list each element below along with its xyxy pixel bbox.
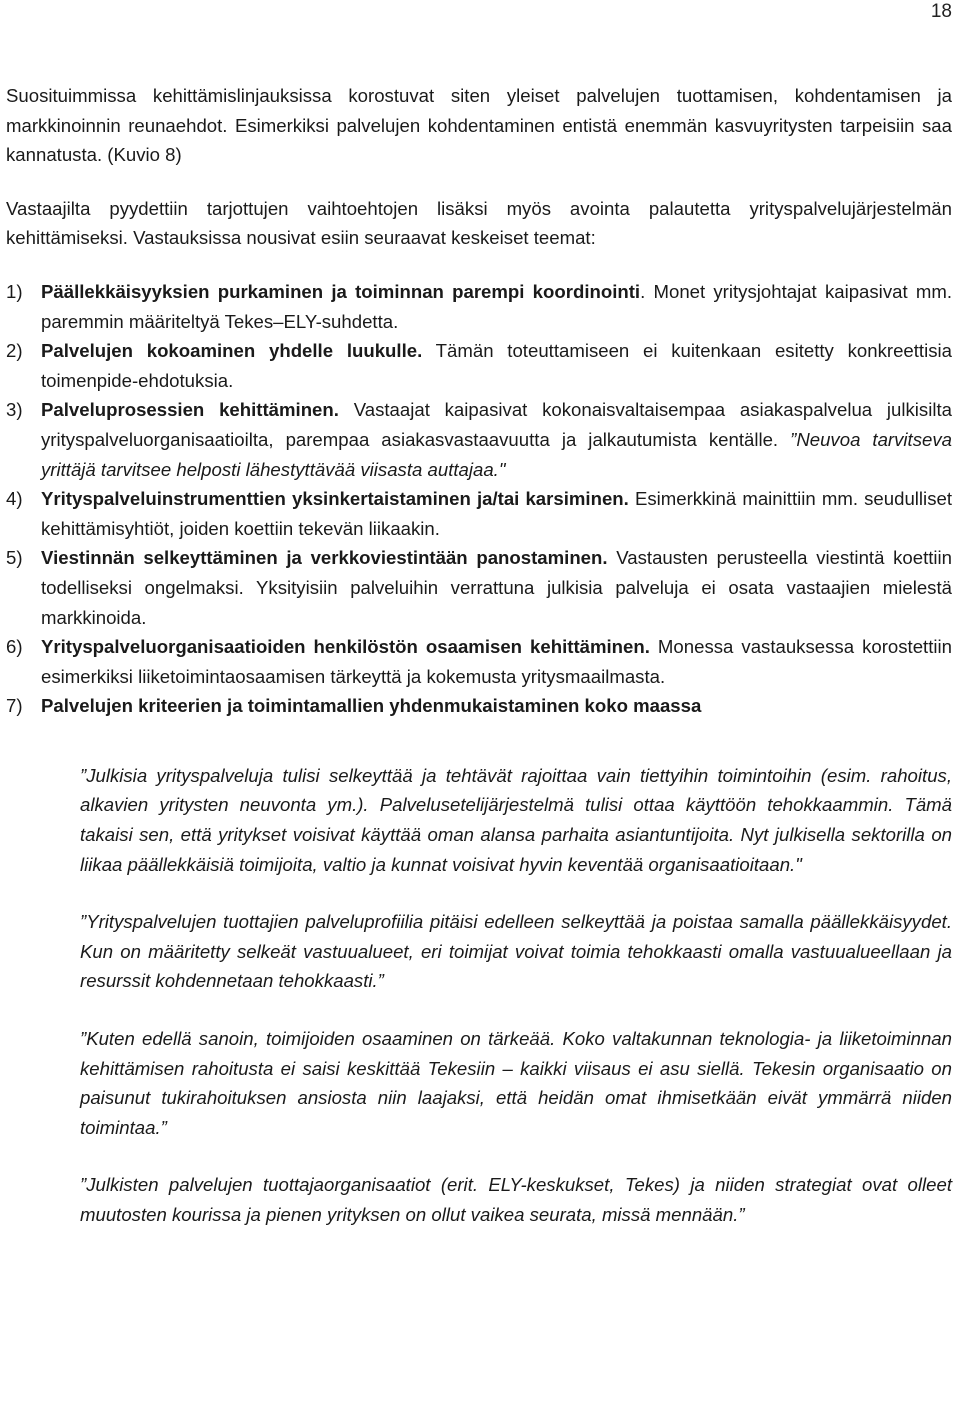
theme-text: Monet yritysjohtajat kaipasivat mm. paremmin määriteltyä Tekes–ELY-suhdetta. — [41, 280, 952, 332]
theme-title-suffix: . — [640, 280, 646, 302]
theme-text: Esimerkkinä mainittiin mm. seudulliset kehittämisyhtiöt, joiden koettiin tekevän liikaakin. — [41, 488, 952, 539]
feedback-paragraph: Vastaajilta pyydettiin tarjottujen vaihtoehtojen lisäksi myös avointa palautetta yrityspalvelujärjestelmän kehittämiseksi. Vastauksissa nousivat esiin seuraavat keskeiset teemat: — [6, 197, 952, 249]
theme-number: 7) — [6, 695, 23, 717]
quote-block: ”Julkisia yrityspalveluja tulisi selkeyttää ja tehtävät rajoittaa vain tiettyihin toimintoihin (esim. rahoitus, alkavien yritysten neuvonta ym.). Palvelusetelijärjestelmä tulisi ottaa käyttöön tehokkaammin. Tämä takaisi sen, että yritykset voisivat käyttää oman alansa parhaita asiantuntijoita. Nyt julkisella sektorilla on liikaa päällekkäisiä toimijoita, valtio ja kunnat voisivat hyvin keventää organisaatioitaan." — [80, 764, 952, 875]
theme-number: 6) — [6, 636, 23, 658]
theme-title: Palvelujen kriteerien ja toimintamallien yhdenmukaistaminen koko maassa — [41, 695, 702, 717]
theme-title: Yrityspalveluorganisaatioiden henkilöstön osaamisen kehittäminen. — [41, 636, 650, 658]
theme-quote: ”Neuvoa tarvitseva yrittäjä tarvitsee helposti lähestyttävää viisasta auttajaa." — [41, 428, 952, 480]
quote-block: ”Kuten edellä sanoin, toimijoiden osaaminen on tärkeää. Koko valtakunnan teknologia- ja liiketoiminnan kehittämisen rahoitusta ei saisi keskittää Tekesiin – kaikki viisaus ei asu siellä. Tekesin organisaatio on paisunut tukirahoituksen ansiosta niin laajaksi, että heidän omat ihmisetkään eivät ymmärrä niiden toimintaa.” — [80, 1028, 952, 1138]
theme-item — [6, 336, 952, 395]
theme-text: Vastaajat kaipasivat kokonaisvaltaisempaa asiakaspalvelua julkisilta yrityspalveluorganisaatioilta, parempaa asiakasvastaavuutta ja jalkautumista kentälle. — [41, 399, 952, 450]
themes-list — [6, 277, 952, 721]
page-number: 18 — [930, 1, 952, 22]
theme-item — [6, 691, 952, 721]
theme-title: Palveluprosessien kehittäminen. — [41, 399, 339, 421]
document-body — [6, 81, 952, 1258]
theme-number: 3) — [6, 399, 23, 421]
theme-item — [6, 484, 952, 543]
theme-text: Monessa vastauksessa korostettiin esimerkiksi liiketoimintaosaamisen tärkeyttä ja kokemusta yritysmaailmasta. — [41, 636, 952, 687]
theme-item — [6, 395, 952, 484]
theme-number: 4) — [6, 488, 23, 510]
quote-block: ”Julkisten palvelujen tuottajaorganisaatiot (erit. ELY-keskukset, Tekes) ja niiden strategiat ovat olleet muutosten kourissa ja pienen yrityksen on ollut vaikea seurata, missä mennään.” — [80, 1174, 952, 1225]
theme-number: 2) — [6, 340, 23, 362]
theme-item — [6, 543, 952, 632]
theme-title: Yrityspalveluinstrumenttien yksinkertaistaminen ja/tai karsiminen. — [41, 488, 629, 510]
theme-item — [6, 277, 952, 336]
theme-number: 1) — [6, 280, 23, 302]
quotes-section — [6, 761, 952, 1230]
theme-title: Viestinnän selkeyttäminen ja verkkoviestintään panostaminen. — [41, 547, 608, 569]
theme-title: Palvelujen kokoaminen yhdelle luukulle. — [41, 340, 423, 362]
theme-item — [6, 632, 952, 691]
theme-text: Tämän toteuttamiseen ei kuitenkaan esitetty konkreettisia toimenpide-ehdotuksia. — [41, 340, 952, 391]
theme-title: Päällekkäisyyksien purkaminen ja toiminnan parempi koordinointi — [41, 280, 641, 302]
theme-text: Vastausten perusteella viestintä koettiin todelliseksi ongelmaksi. Yksityisiin palveluihin verrattuna julkisia palveluja ei osata vastaajien mielestä markkinoida. — [41, 547, 953, 628]
theme-number: 5) — [6, 547, 23, 569]
quote-block: ”Yrityspalvelujen tuottajien palveluprofiilia pitäisi edelleen selkeyttää ja poistaa samalla päällekkäisyydet. Kun on määritetty selkeät vastuualueet, eri toimijat voivat toimia tehokkaasti omalla vastuualueellaan ja resurssit kohdennetaan tehokkaasti.” — [80, 911, 952, 992]
intro-paragraph: Suosituimmissa kehittämislinjauksissa korostuvat siten yleiset palvelujen tuottamisen, kohdentamisen ja markkinoinnin reunaehdot. Esimerkiksi palvelujen kohdentaminen entistä enemmän kasvuyritysten tarpeisiin saa kannatusta. (Kuvio 8) — [6, 85, 952, 166]
